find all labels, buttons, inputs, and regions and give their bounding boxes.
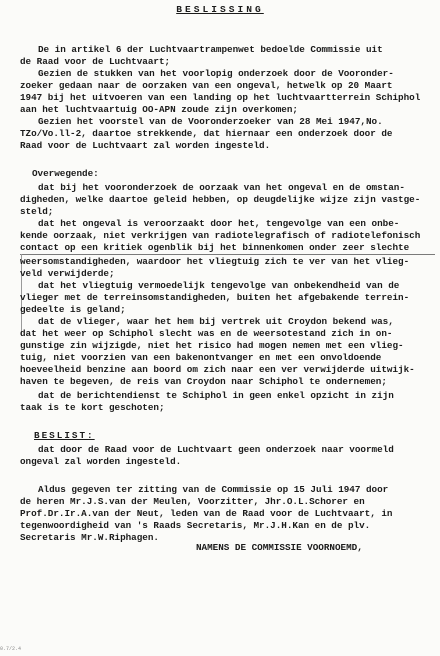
overwegende-line: dat het ongeval is veroorzaakt door het, tengevolge van een onbe- (38, 218, 400, 229)
preamble-line: zoeker gedaan naar de oorzaken van een ongeval, hetwelk op 20 Maart (20, 80, 393, 91)
overwegende-line: hoeveelheid benzine aan boord om zich naar een ver verwijderde uitwijk- (20, 364, 415, 375)
overwegende-line: gedeelte is geland; (20, 304, 126, 315)
overwegende-line: taak is te kort geschoten; (20, 402, 165, 413)
preamble-line: Gezien de stukken van het voorlopig onderzoek door de Vooronder- (38, 68, 394, 79)
overwegende-line: dat het vliegtuig vermoedelijk tengevolge van onbekendheid van de (38, 280, 400, 291)
overwegende-line: dat de berichtendienst te Schiphol in geen enkel opzicht in zijn (38, 390, 394, 401)
overwegende-line: dat de vlieger, waar het hem bij vertrek uit Croydon bekend was, (38, 316, 394, 327)
overwegende-line: dat bij het vooronderzoek de oorzaak van het ongeval en de omstan- (38, 182, 405, 193)
preamble-line: TZo/Vo.ll-2, daartoe strekkende, dat hiernaar een onderzoek door de (20, 128, 393, 139)
closing-line: Prof.Dr.Ir.A.van der Neut, leden van de Raad voor de Luchtvaart, in (20, 508, 393, 519)
beslist-heading: BESLIST: (34, 430, 95, 441)
margin-mark: 0.7/2.4 (0, 646, 22, 652)
beslist-line: ongeval zal worden ingesteld. (20, 456, 182, 467)
overwegende-line: veld verwijderde; (20, 268, 115, 279)
preamble-line: Raad voor de Luchtvaart zal worden ingesteld. (20, 140, 271, 151)
preamble-line: de Raad voor de Luchtvaart; (20, 56, 171, 67)
closing-line: tegenwoordigheid van 's Raads Secretaris, Mr.J.H.Kan en de plv. (20, 520, 371, 531)
closing-line: Aldus gegeven ter zitting van de Commissie op 15 Juli 1947 door (38, 484, 389, 495)
section-divider (20, 254, 435, 255)
overwegende-line: steld; (20, 206, 54, 217)
overwegende-line: haven te begeven, de reis van Croydon naar Schiphol te ondernemen; (20, 376, 387, 387)
overwegende-heading: Overwegende: (32, 168, 99, 179)
overwegende-line: gunstige zin wijzigde, niet het risico had mogen nemen met een vlieg- (20, 340, 404, 351)
closing-line: Secretaris Mr.W.Riphagen. (20, 532, 159, 543)
overwegende-line: contact op een kritiek ogenblik bij het binnenkomen onder zeer slechte (20, 242, 410, 253)
document-title: BESLISSING (176, 4, 264, 15)
preamble-line: 1947 bij het uitvoeren van een landing op het luchtvaartterrein Schiphol (20, 92, 421, 103)
preamble-line: Gezien het voorstel van de Vooronderzoeker van 28 Mei 1947,No. (38, 116, 383, 127)
overwegende-line: vlieger met de terreinsomstandigheden, buiten het afgebakende terrein- (20, 292, 410, 303)
closing-line: de heren Mr.J.S.van der Meulen, Voorzitter, Jhr.O.L.Schorer en (20, 496, 365, 507)
overwegende-line: weersomstandigheden, waardoor het vliegtuig zich te ver van het vlieg- (20, 256, 410, 267)
overwegende-line: digheden, welke daartoe geleid hebben, op deugdelijke wijze zijn vastge- (20, 194, 421, 205)
overwegende-line: kende oorzaak, niet verkrijgen van radiotelegrafisch of radiotelefonisch (20, 230, 421, 241)
overwegende-line: tuig, niet voorzien van een bakenontvanger en met een onvoldoende (20, 352, 382, 363)
beslist-line: dat door de Raad voor de Luchtvaart geen onderzoek naar voormeld (38, 444, 394, 455)
preamble-line: De in artikel 6 der Luchtvaartrampenwet bedoelde Commissie uit (38, 44, 383, 55)
preamble-line: aan het luchtvaartuig OO-APN zoude zijn overkomen; (20, 104, 298, 115)
signature-line: NAMENS DE COMMISSIE VOORNOEMD, (196, 542, 363, 553)
overwegende-line: dat het weer op Schiphol slecht was en de weersotestand zich in on- (20, 328, 393, 339)
